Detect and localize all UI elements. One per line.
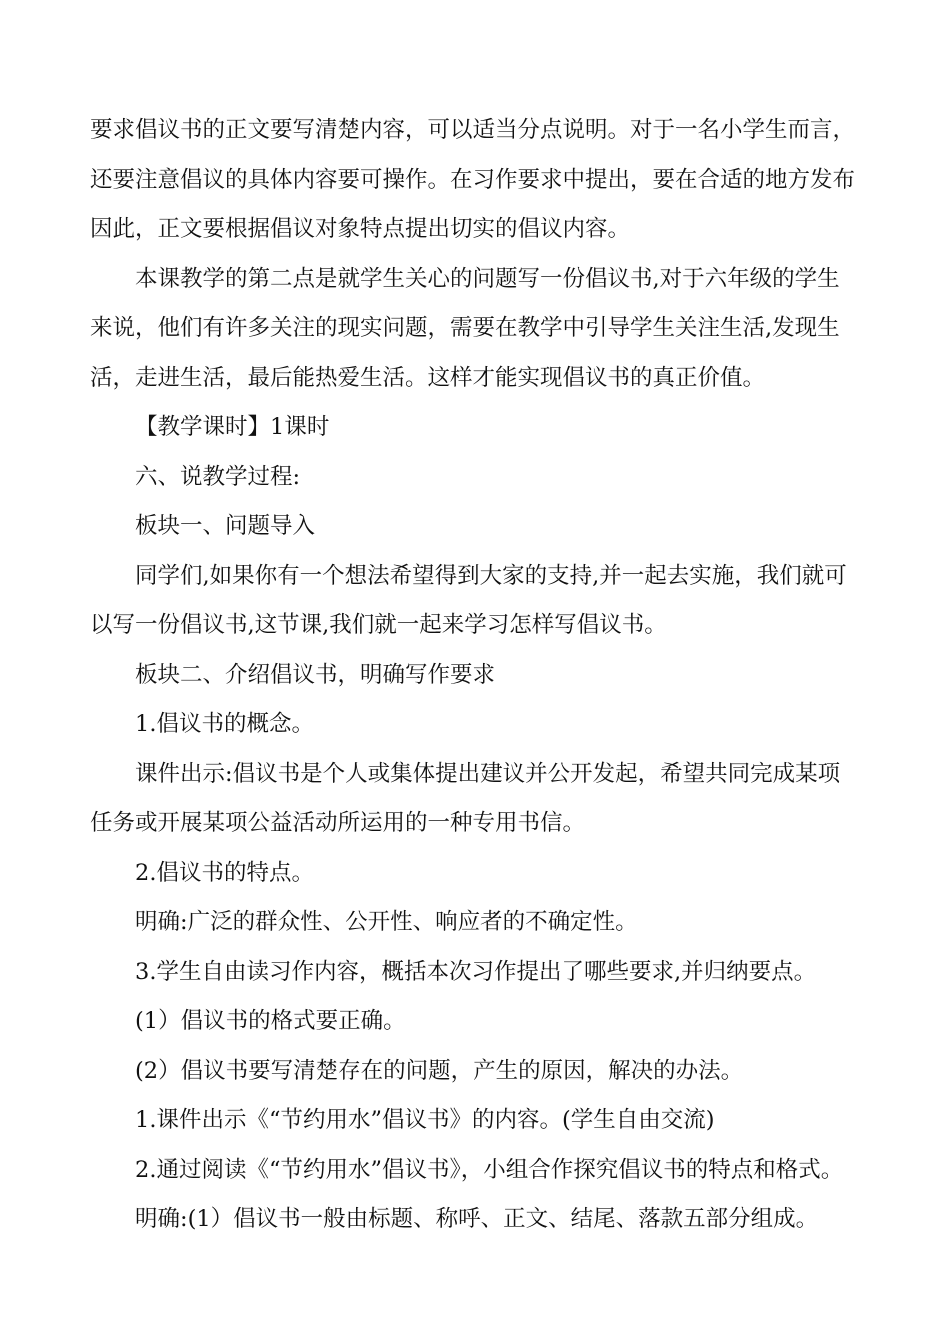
text-line: 任务或开展某项公益活动所运用的一种专用书信。 [90, 810, 586, 836]
list-item: 1.倡议书的概念。 [135, 711, 314, 737]
list-item: 2.倡议书的特点。 [135, 859, 314, 886]
list-item: (2）倡议书要写清楚存在的问题，产生的原因，解决的办法。 [135, 1057, 744, 1084]
document-body [90, 106, 865, 1245]
text-line: 以写一份倡议书,这节课,我们就一起来学习怎样写倡议书。 [90, 612, 667, 638]
text-line: 要求倡议书的正文要写清楚内容，可以适当分点说明。对于一名小学生而言， [90, 117, 856, 143]
paragraph-line: 明确:广泛的群众性、公开性、响应者的不确定性。 [135, 909, 638, 935]
list-item: 2.通过阅读《“节约用水”倡议书》，小组合作探究倡议书的特点和格式。 [135, 1156, 844, 1183]
section-heading: 板块二、介绍倡议书，明确写作要求 [135, 661, 496, 688]
list-item: 1.课件出示《“节约用水”倡议书》的内容。(学生自由交流) [135, 1107, 715, 1133]
paragraph-line: 本课教学的第二点是就学生关心的问题写一份倡议书,对于六年级的学生 [135, 265, 840, 292]
paragraph-line: 明确:(1）倡议书一般由标题、称呼、正文、结尾、落款五部分组成。 [135, 1206, 819, 1232]
list-item: 3.学生自由读习作内容，概括本次习作提出了哪些要求,并归纳要点。 [135, 958, 817, 985]
text-line: 来说，他们有许多关注的现实问题，需要在教学中引导学生关注生活,发现生 [90, 315, 840, 341]
text-line: 活，走进生活，最后能热爱生活。这样才能实现倡议书的真正价值。 [90, 364, 766, 391]
list-item: (1）倡议书的格式要正确。 [135, 1008, 406, 1034]
text-line: 因此，正文要根据倡议对象特点提出切实的倡议内容。 [90, 216, 631, 242]
paragraph-line: 课件出示:倡议书是个人或集体提出建议并公开发起，希望共同完成某项 [135, 760, 841, 787]
section-heading: 【教学课时】1课时 [135, 414, 330, 440]
text-line: 还要注意倡议的具体内容要可操作。在习作要求中提出，要在合适的地方发布 [90, 166, 856, 193]
section-heading: 六、说教学过程: [135, 463, 301, 490]
section-heading: 板块一、问题导入 [135, 513, 316, 539]
paragraph-line: 同学们,如果你有一个想法希望得到大家的支持,并一起去实施，我们就可 [135, 562, 847, 589]
